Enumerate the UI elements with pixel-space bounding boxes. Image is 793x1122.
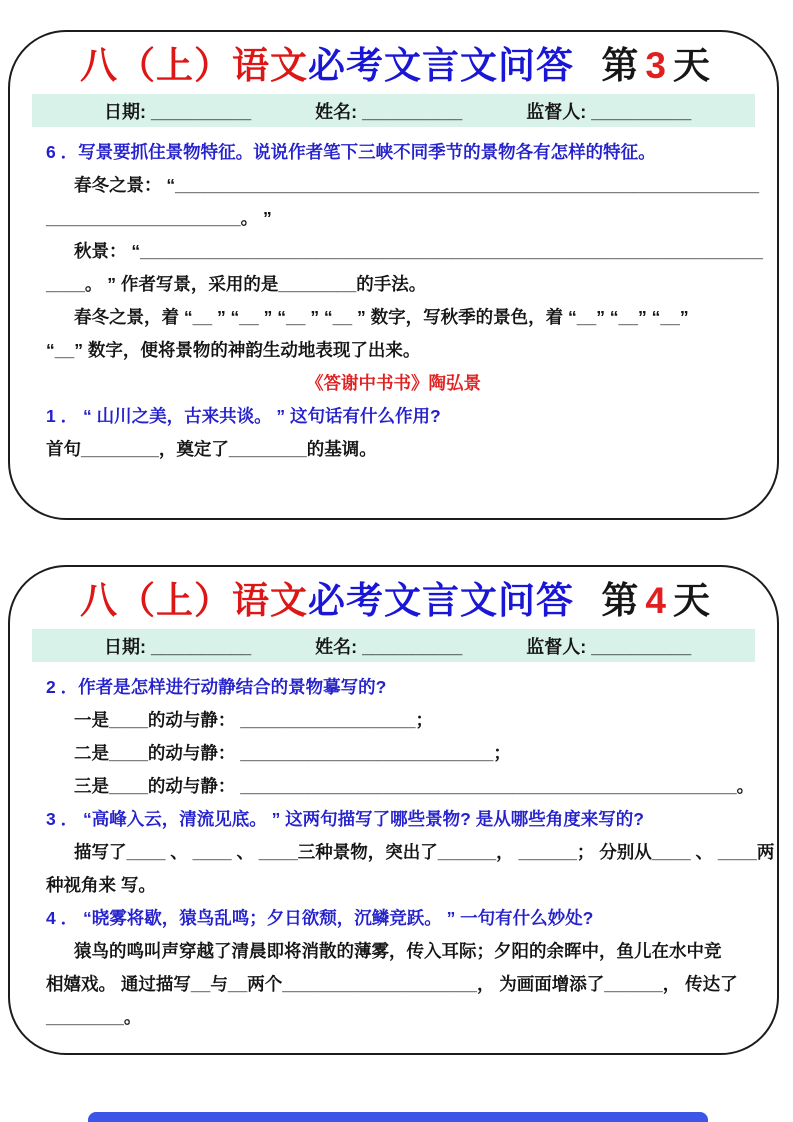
answer-line: ____________________。 ” bbox=[46, 208, 272, 228]
next-card-top-edge bbox=[88, 1112, 708, 1122]
answer-line: 二是____的动与静： __________________________； bbox=[74, 743, 511, 763]
card-title bbox=[10, 32, 777, 88]
answer-line: 春冬之景，着 “__ ” “__ ” “__ ” “__ ” 数字，写秋季的景色，着 “__” “__” “__” bbox=[74, 307, 689, 327]
answer-line: 春冬之景： “____________________________________________________________ bbox=[74, 175, 760, 195]
question-line: 6 ．写景要抓住景物特征。说说作者笔下三峡不同季节的景物各有怎样的特征。 bbox=[46, 142, 656, 162]
info-bar bbox=[32, 629, 755, 662]
day-prefix: 第 bbox=[601, 580, 640, 621]
answer-line: 描写了____ 、 ____ 、 ____三种景物，突出了______， ______； 分别从____ 、 ____两 bbox=[74, 842, 775, 862]
title-grade-subject: 八（上）语文 bbox=[80, 45, 308, 86]
answer-line: ________。 bbox=[46, 1007, 142, 1027]
supervisor-field: 监督人: __________ bbox=[526, 636, 692, 657]
supervisor-field: 监督人: __________ bbox=[526, 101, 692, 122]
answer-line: 种视角来 写。 bbox=[46, 875, 156, 895]
question-line: 3 ． “高峰入云，清流见底。 ” 这两句描写了哪些景物? 是从哪些角度来写的? bbox=[46, 809, 644, 829]
card-title bbox=[10, 567, 777, 623]
day-number: 4 bbox=[645, 580, 667, 621]
answer-line: 秋景： “________________________________________________________________ bbox=[74, 241, 764, 261]
answer-line: 相嬉戏。 通过描写__与__两个____________________， 为画面增添了______， 传达了 bbox=[46, 974, 738, 994]
name-field: 姓名: __________ bbox=[315, 636, 463, 657]
info-bar bbox=[32, 94, 755, 127]
day-prefix: 第 bbox=[601, 45, 640, 86]
day-suffix: 天 bbox=[673, 580, 711, 621]
question-line: 4 ． “晓雾将歇，猿鸟乱鸣；夕日欲颓，沉鳞竞跃。 ” 一句有什么妙处? bbox=[46, 908, 594, 928]
answer-line: 首句________，奠定了________的基调。 bbox=[46, 439, 377, 459]
question-line: 2 ．作者是怎样进行动静结合的景物摹写的? bbox=[46, 677, 387, 697]
card-content bbox=[10, 127, 777, 466]
answer-line: “__” 数字，便将景物的神韵生动地表现了出来。 bbox=[46, 340, 421, 360]
worksheet-card-day4 bbox=[8, 565, 779, 1055]
day-indicator bbox=[601, 44, 711, 88]
question-line: 1 ． “ 山川之美，古来共谈。 ” 这句话有什么作用? bbox=[46, 406, 441, 426]
date-field: 日期: __________ bbox=[104, 101, 252, 122]
answer-line: ____。 ” 作者写景，采用的是________的手法。 bbox=[46, 274, 427, 294]
title-topic: 必考文言文问答 bbox=[308, 45, 574, 86]
answer-line: 一是____的动与静： __________________； bbox=[74, 710, 433, 730]
day-indicator bbox=[601, 579, 711, 623]
worksheet-card-day3 bbox=[8, 30, 779, 520]
date-field: 日期: __________ bbox=[104, 636, 252, 657]
answer-line: 三是____的动与静： ___________________________________________________。 bbox=[74, 776, 755, 796]
title-topic: 必考文言文问答 bbox=[308, 580, 574, 621]
answer-line: 猿鸟的鸣叫声穿越了清晨即将消散的薄雾，传入耳际；夕阳的余晖中，鱼儿在水中竞 bbox=[74, 941, 722, 961]
card-content bbox=[10, 662, 777, 1034]
day-number: 3 bbox=[645, 45, 667, 86]
name-field: 姓名: __________ bbox=[315, 101, 463, 122]
day-suffix: 天 bbox=[673, 45, 711, 86]
source-line: 《答谢中书书》陶弘景 bbox=[306, 373, 481, 393]
title-grade-subject: 八（上）语文 bbox=[80, 580, 308, 621]
